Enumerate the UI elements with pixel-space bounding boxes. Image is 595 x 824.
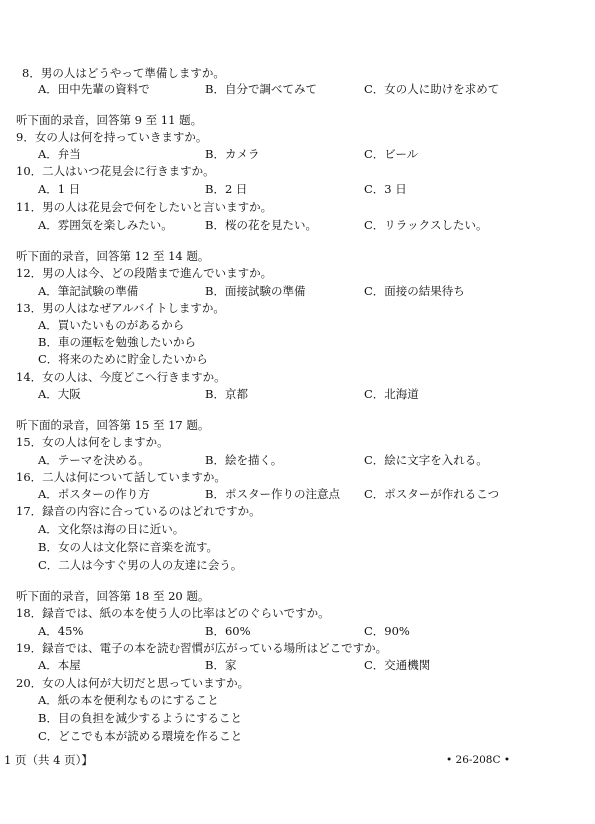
question-14-option-c: C．北海道 [364,387,419,401]
question-14-option-a: A．大阪 [38,387,81,401]
question-20-option-c: C．どこでも本が読める環境を作ること [38,729,243,743]
question-18-stem: 18．録音では、紙の本を使う人の比率はどのぐらいですか。 [16,606,330,620]
question-20-option-a: A．紙の本を便利なものにすること [38,693,219,707]
question-17-option-b: B．女の人は文化祭に音楽を流す。 [38,540,219,554]
question-11-stem: 11．男の人は花見会で何をしたいと言いますか。 [16,200,273,214]
question-12-option-a: A．筆記試験の準備 [38,284,139,298]
question-10-option-a: A．1 日 [38,182,81,196]
question-16-option-a: A．ポスターの作り方 [38,487,150,501]
question-8-option-b: B．自分で調べてみて [205,82,317,96]
question-16-option-b: B．ポスター作りの注意点 [205,487,340,501]
question-18-option-b: B．60% [205,624,251,638]
question-15-option-b: B．絵を描く。 [205,453,283,467]
question-10-stem: 10．二人はいつ花見会に行きますか。 [16,164,215,178]
question-14-option-b: B．京都 [205,387,248,401]
question-8-option-c: C．女の人に助けを求めて [364,82,500,96]
question-13-option-c: C．将来のために貯金したいから [38,352,208,366]
question-19-option-b: B．家 [205,658,237,672]
page-number-footer: 1 页（共 4 页）】 [4,753,93,767]
question-13-option-b: B．車の運転を勉強したいから [38,335,196,349]
question-9-option-a: A．弁当 [38,147,81,161]
section-intro-12-14: 听下面的录音，回答第 12 至 14 题。 [16,249,210,263]
question-17-option-a: A．文化祭は海の日に近い。 [38,522,185,536]
question-15-stem: 15．女の人は何をしますか。 [16,435,169,449]
question-16-stem: 16．二人は何について話していますか。 [16,470,226,484]
question-10-option-b: B．2 日 [205,182,248,196]
question-19-option-a: A．本屋 [38,658,81,672]
question-17-option-c: C．二人は今すぐ男の人の友達に会う。 [38,558,243,572]
exam-code-footer: • 26-208C • [446,754,511,766]
question-12-option-c: C．面接の結果待ち [364,284,465,298]
question-20-option-b: B．目の負担を減少するようにすること [38,711,242,725]
question-18-option-a: A．45% [38,624,84,638]
question-11-option-b: B．桜の花を見たい。 [205,218,317,232]
question-15-option-a: A．テーマを決める。 [38,453,150,467]
question-13-stem: 13．男の人はなぜアルバイトしますか。 [16,301,225,315]
question-8-stem: 8．男の人はどうやって準備しますか。 [22,66,225,80]
section-intro-15-17: 听下面的录音，回答第 15 至 17 题。 [16,418,210,432]
section-intro-9-11: 听下面的录音，回答第 9 至 11 题。 [16,113,203,127]
question-9-option-c: C．ビール [364,147,419,161]
question-17-stem: 17．録音の内容に合っているのはどれですか。 [16,504,261,518]
question-18-option-c: C．90% [364,624,410,638]
question-9-stem: 9．女の人は何を持っていきますか。 [16,130,208,144]
question-20-stem: 20．女の人は何が大切だと思っていますか。 [16,676,250,690]
question-11-option-c: C．リラックスしたい。 [364,218,488,232]
question-10-option-c: C．3 日 [364,182,407,196]
section-intro-18-20: 听下面的录音，回答第 18 至 20 题。 [16,589,210,603]
question-9-option-b: B．カメラ [205,147,260,161]
question-14-stem: 14．女の人は、今度どこへ行きますか。 [16,370,226,384]
question-13-option-a: A．買いたいものがあるから [38,318,185,332]
question-16-option-c: C．ポスターが作れるこつ [364,487,500,501]
question-15-option-c: C．絵に文字を入れる。 [364,453,488,467]
question-12-stem: 12．男の人は今、どの段階まで進んでいますか。 [16,266,273,280]
question-8-option-a: A．田中先輩の資料で [38,82,150,96]
question-19-option-c: C．交通機関 [364,658,431,672]
question-11-option-a: A．雰囲気を楽しみたい。 [38,218,173,232]
question-12-option-b: B．面接試験の準備 [205,284,306,298]
question-19-stem: 19．録音では、電子の本を読む習慣が広がっている場所はどこですか。 [16,641,388,655]
